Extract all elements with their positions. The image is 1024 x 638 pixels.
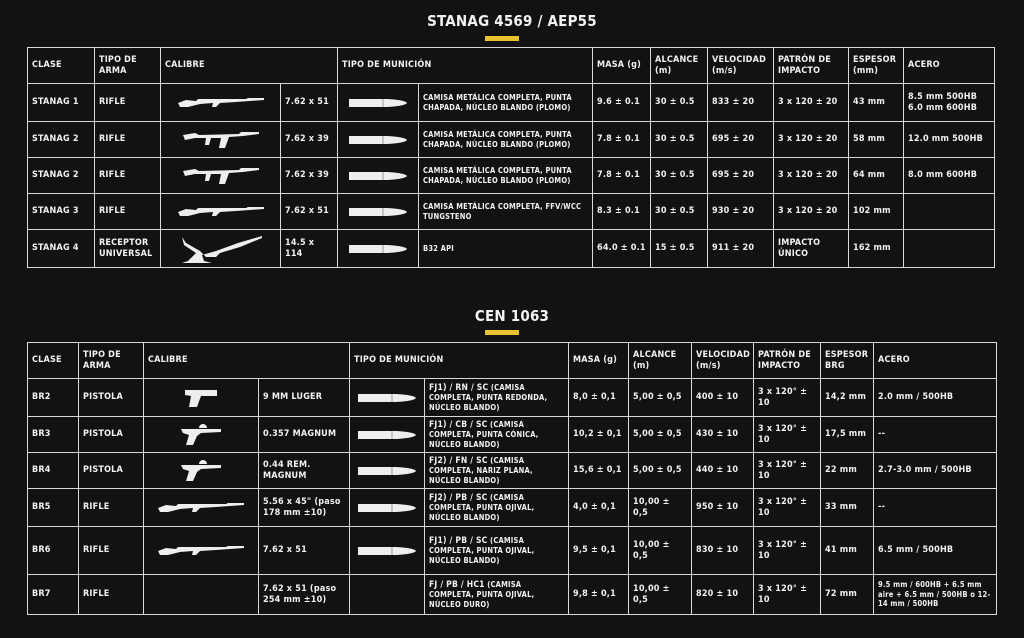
- municion-description: (CAMISA COMPLETA, PUNTA OJIVAL, NÚCLEO BLANDO): [429, 535, 535, 565]
- header-clase: CLASE: [28, 48, 95, 84]
- bullet-icon: [350, 392, 424, 404]
- cell-ammo-image: [338, 194, 419, 230]
- table-row: [28, 489, 997, 527]
- stanag-header-row: [28, 48, 995, 84]
- cell-masa: 8,0 ± 0,1: [569, 379, 629, 417]
- header-acero: ACERO: [874, 343, 997, 379]
- cell-calibre: 7.62 x 51 (paso 254 mm ±10): [259, 575, 350, 615]
- cell-tipo-arma: RIFLE: [79, 527, 144, 575]
- header-velocidad: VELOCIDAD (m/s): [708, 48, 774, 84]
- cell-alcance: 10,00 ± 0,5: [629, 527, 692, 575]
- municion-code: FJ / PB / HC1: [429, 579, 485, 590]
- cell-velocidad: 830 ± 10: [692, 527, 754, 575]
- cell-municion: CAMISA METÁLICA COMPLETA, FFV/WCC TUNGSTENO: [419, 194, 593, 230]
- cen-title: CEN 1063: [474, 307, 550, 325]
- assault-rifle-icon: [161, 165, 280, 187]
- cell-masa: 10,2 ± 0,1: [569, 417, 629, 453]
- rifle-icon: [144, 543, 258, 559]
- pistol-icon: [144, 387, 258, 409]
- cell-alcance: 30 ± 0.5: [651, 84, 708, 122]
- cell-clase: BR5: [28, 489, 79, 527]
- header-patron: PATRÓN DE IMPACTO: [754, 343, 821, 379]
- cell-masa: 7.8 ± 0.1: [593, 158, 651, 194]
- table-row: [28, 122, 995, 158]
- cell-espesor: 17,5 mm: [821, 417, 874, 453]
- cell-velocidad: 911 ± 20: [708, 230, 774, 268]
- cell-weapon-image: [144, 417, 259, 453]
- cell-municion: [425, 489, 569, 527]
- cell-clase: STANAG 2: [28, 122, 95, 158]
- cell-tipo-arma: RIFLE: [95, 122, 161, 158]
- table-row: [28, 417, 997, 453]
- rifle-icon: [144, 500, 258, 516]
- cell-espesor: 33 mm: [821, 489, 874, 527]
- cell-espesor: 41 mm: [821, 527, 874, 575]
- municion-description: (CAMISA COMPLETA, NARIZ PLANA, NÚCLEO BLANDO): [429, 455, 533, 485]
- cell-patron: 3 x 120° ± 10: [754, 575, 821, 615]
- cell-tipo-arma: RIFLE: [95, 158, 161, 194]
- cell-weapon-image: [144, 379, 259, 417]
- cell-acero: --: [874, 417, 997, 453]
- cell-clase: BR4: [28, 453, 79, 489]
- cell-weapon-image: [161, 194, 281, 230]
- cell-calibre: 0.44 REM. MAGNUM: [259, 453, 350, 489]
- table-row: [28, 158, 995, 194]
- cell-calibre: 7.62 x 51: [281, 84, 338, 122]
- cell-weapon-image: [161, 158, 281, 194]
- cell-patron: 3 x 120° ± 10: [754, 489, 821, 527]
- cell-clase: STANAG 4: [28, 230, 95, 268]
- cell-municion: CAMISA METÁLICA COMPLETA, PUNTA CHAPADA, NÚCLEO BLANDO (PLOMO): [419, 84, 593, 122]
- municion-code: FJ1) / CB / SC: [429, 419, 488, 430]
- cell-municion: CAMISA METÁLICA COMPLETA, PUNTA CHAPADA, NÚCLEO BLANDO (PLOMO): [419, 158, 593, 194]
- bullet-icon: [338, 206, 418, 218]
- cell-patron: 3 x 120 ± 20: [774, 158, 849, 194]
- cell-weapon-image: [144, 453, 259, 489]
- rifle-icon: [161, 95, 280, 111]
- cell-patron: 3 x 120 ± 20: [774, 84, 849, 122]
- cell-masa: 8.3 ± 0.1: [593, 194, 651, 230]
- cell-ammo-image: [338, 84, 419, 122]
- header-velocidad: VELOCIDAD (m/s): [692, 343, 754, 379]
- cell-alcance: 10,00 ± 0,5: [629, 575, 692, 615]
- cell-acero: 9.5 mm / 600HB + 6.5 mm aire + 6.5 mm / 500HB o 12-14 mm / 500HB: [874, 575, 997, 615]
- cen-table: [27, 342, 997, 615]
- cell-weapon-image: [144, 489, 259, 527]
- table-row: [28, 84, 995, 122]
- header-masa: MASA (g): [593, 48, 651, 84]
- cen-title-underline: [485, 330, 519, 335]
- header-espesor: ESPESOR (mm): [849, 48, 904, 84]
- cell-calibre: 7.62 x 39: [281, 122, 338, 158]
- cell-velocidad: 950 ± 10: [692, 489, 754, 527]
- cell-velocidad: 430 ± 10: [692, 417, 754, 453]
- cell-clase: BR2: [28, 379, 79, 417]
- cell-calibre: 7.62 x 51: [259, 527, 350, 575]
- cell-ammo-image: [350, 575, 425, 615]
- cell-velocidad: 400 ± 10: [692, 379, 754, 417]
- revolver-icon: [144, 424, 258, 446]
- cell-acero: 8.0 mm 600HB: [904, 158, 995, 194]
- cell-patron: 3 x 120° ± 10: [754, 417, 821, 453]
- cell-patron: 3 x 120° ± 10: [754, 527, 821, 575]
- cell-masa: 15,6 ± 0,1: [569, 453, 629, 489]
- cell-acero: 6.5 mm / 500HB: [874, 527, 997, 575]
- cell-tipo-arma: PISTOLA: [79, 417, 144, 453]
- header-tipo-municion: TIPO DE MUNICIÓN: [338, 48, 593, 84]
- cell-calibre: 9 MM LUGER: [259, 379, 350, 417]
- cell-acero: 2.7-3.0 mm / 500HB: [874, 453, 997, 489]
- header-tipo-municion: TIPO DE MUNICIÓN: [350, 343, 569, 379]
- cell-municion: [425, 417, 569, 453]
- cell-alcance: 10,00 ± 0,5: [629, 489, 692, 527]
- header-masa: MASA (g): [569, 343, 629, 379]
- cell-clase: BR6: [28, 527, 79, 575]
- cell-alcance: 30 ± 0.5: [651, 158, 708, 194]
- table-row: [28, 527, 997, 575]
- cell-weapon-image: [161, 122, 281, 158]
- cell-velocidad: 930 ± 20: [708, 194, 774, 230]
- cell-espesor: 72 mm: [821, 575, 874, 615]
- cell-velocidad: 695 ± 20: [708, 122, 774, 158]
- table-row: [28, 575, 997, 615]
- cell-patron: 3 x 120° ± 10: [754, 453, 821, 489]
- bullet-icon: [338, 243, 418, 255]
- cell-velocidad: 820 ± 10: [692, 575, 754, 615]
- cell-masa: 7.8 ± 0.1: [593, 122, 651, 158]
- cell-clase: BR3: [28, 417, 79, 453]
- cell-masa: 4,0 ± 0,1: [569, 489, 629, 527]
- table-row: [28, 194, 995, 230]
- cell-acero: 12.0 mm 500HB: [904, 122, 995, 158]
- cell-alcance: 30 ± 0.5: [651, 194, 708, 230]
- cell-tipo-arma: RECEPTOR UNIVERSAL: [95, 230, 161, 268]
- cell-weapon-image: [144, 527, 259, 575]
- cen-header-row: [28, 343, 997, 379]
- cell-clase: STANAG 3: [28, 194, 95, 230]
- assault-rifle-icon: [161, 129, 280, 151]
- cell-acero: [904, 194, 995, 230]
- header-tipo-arma: TIPO DE ARMA: [95, 48, 161, 84]
- bullet-icon: [350, 429, 424, 441]
- cell-velocidad: 695 ± 20: [708, 158, 774, 194]
- cell-municion: CAMISA METÁLICA COMPLETA, PUNTA CHAPADA, NÚCLEO BLANDO (PLOMO): [419, 122, 593, 158]
- cell-calibre: 7.62 x 51: [281, 194, 338, 230]
- cell-ammo-image: [350, 489, 425, 527]
- cell-masa: 64.0 ± 0.1: [593, 230, 651, 268]
- cell-municion: [425, 379, 569, 417]
- heavy-machine-gun-icon: [161, 233, 280, 265]
- cell-patron: 3 x 120 ± 20: [774, 194, 849, 230]
- cell-acero: 8.5 mm 500HB 6.0 mm 600HB: [904, 84, 995, 122]
- cell-alcance: 30 ± 0.5: [651, 122, 708, 158]
- cell-ammo-image: [338, 158, 419, 194]
- cell-velocidad: 440 ± 10: [692, 453, 754, 489]
- municion-code: FJ2) / FN / SC: [429, 455, 488, 466]
- stanag-title-underline: [485, 36, 519, 41]
- cell-calibre: 0.357 MAGNUM: [259, 417, 350, 453]
- bullet-icon: [338, 97, 418, 109]
- cell-espesor: 14,2 mm: [821, 379, 874, 417]
- header-acero: ACERO: [904, 48, 995, 84]
- header-patron: PATRÓN DE IMPACTO: [774, 48, 849, 84]
- cell-espesor: 22 mm: [821, 453, 874, 489]
- header-alcance: ALCANCE (m): [651, 48, 708, 84]
- cell-masa: 9,8 ± 0,1: [569, 575, 629, 615]
- cell-espesor: 162 mm: [849, 230, 904, 268]
- cell-municion: [425, 453, 569, 489]
- header-clase: CLASE: [28, 343, 79, 379]
- header-calibre: CALIBRE: [144, 343, 350, 379]
- cell-weapon-image: [161, 230, 281, 268]
- municion-code: FJ2) / PB / SC: [429, 492, 488, 503]
- cell-tipo-arma: RIFLE: [79, 575, 144, 615]
- cell-espesor: 102 mm: [849, 194, 904, 230]
- cell-weapon-image: [161, 84, 281, 122]
- cell-tipo-arma: RIFLE: [95, 84, 161, 122]
- bullet-icon: [338, 170, 418, 182]
- cell-espesor: 58 mm: [849, 122, 904, 158]
- table-row: [28, 379, 997, 417]
- cell-masa: 9.6 ± 0.1: [593, 84, 651, 122]
- cell-alcance: 15 ± 0.5: [651, 230, 708, 268]
- cell-ammo-image: [338, 230, 419, 268]
- cell-weapon-image: [144, 575, 259, 615]
- header-alcance: ALCANCE (m): [629, 343, 692, 379]
- cell-acero: 2.0 mm / 500HB: [874, 379, 997, 417]
- cell-municion: [425, 575, 569, 615]
- bullet-icon: [350, 502, 424, 514]
- table-row: [28, 230, 995, 268]
- cell-tipo-arma: RIFLE: [95, 194, 161, 230]
- cell-patron: 3 x 120° ± 10: [754, 379, 821, 417]
- cell-clase: STANAG 1: [28, 84, 95, 122]
- revolver-icon: [144, 460, 258, 482]
- bullet-icon: [338, 134, 418, 146]
- cell-tipo-arma: RIFLE: [79, 489, 144, 527]
- cell-ammo-image: [350, 527, 425, 575]
- cell-acero: [904, 230, 995, 268]
- municion-code: FJ1) / RN / SC: [429, 382, 489, 393]
- cell-calibre: 14.5 x 114: [281, 230, 338, 268]
- cell-tipo-arma: PISTOLA: [79, 453, 144, 489]
- cell-ammo-image: [338, 122, 419, 158]
- municion-description: (CAMISA COMPLETA, PUNTA REDONDA, NÚCLEO BLANDO): [429, 382, 548, 412]
- cell-ammo-image: [350, 453, 425, 489]
- header-calibre: CALIBRE: [161, 48, 338, 84]
- cell-velocidad: 833 ± 20: [708, 84, 774, 122]
- cell-clase: BR7: [28, 575, 79, 615]
- municion-description: (CAMISA COMPLETA, PUNTA OJIVAL, NÚCLEO DURO): [429, 579, 535, 609]
- cell-patron: 3 x 120 ± 20: [774, 122, 849, 158]
- cell-ammo-image: [350, 379, 425, 417]
- table-row: [28, 453, 997, 489]
- cell-calibre: 7.62 x 39: [281, 158, 338, 194]
- cell-espesor: 43 mm: [849, 84, 904, 122]
- cell-espesor: 64 mm: [849, 158, 904, 194]
- rifle-icon: [161, 204, 280, 220]
- cell-clase: STANAG 2: [28, 158, 95, 194]
- cell-alcance: 5,00 ± 0,5: [629, 417, 692, 453]
- stanag-table: [27, 47, 995, 268]
- municion-description: (CAMISA COMPLETA, PUNTA OJIVAL, NÚCLEO BLANDO): [429, 492, 535, 522]
- cell-municion: B32 API: [419, 230, 593, 268]
- stanag-title: STANAG 4569 / AEP55: [427, 12, 597, 30]
- header-tipo-arma: TIPO DE ARMA: [79, 343, 144, 379]
- header-espesor: ESPESOR BRG: [821, 343, 874, 379]
- municion-code: FJ1) / PB / SC: [429, 535, 488, 546]
- cell-alcance: 5,00 ± 0,5: [629, 379, 692, 417]
- municion-description: (CAMISA COMPLETA, PUNTA CÓNICA, NÚCLEO BLANDO): [429, 419, 539, 449]
- cell-ammo-image: [350, 417, 425, 453]
- cell-tipo-arma: PISTOLA: [79, 379, 144, 417]
- cell-alcance: 5,00 ± 0,5: [629, 453, 692, 489]
- bullet-icon: [350, 465, 424, 477]
- cell-calibre: 5.56 x 45" (paso 178 mm ±10): [259, 489, 350, 527]
- cell-masa: 9,5 ± 0,1: [569, 527, 629, 575]
- cell-municion: [425, 527, 569, 575]
- cell-patron: IMPACTO ÚNICO: [774, 230, 849, 268]
- cell-acero: --: [874, 489, 997, 527]
- bullet-icon: [350, 545, 424, 557]
